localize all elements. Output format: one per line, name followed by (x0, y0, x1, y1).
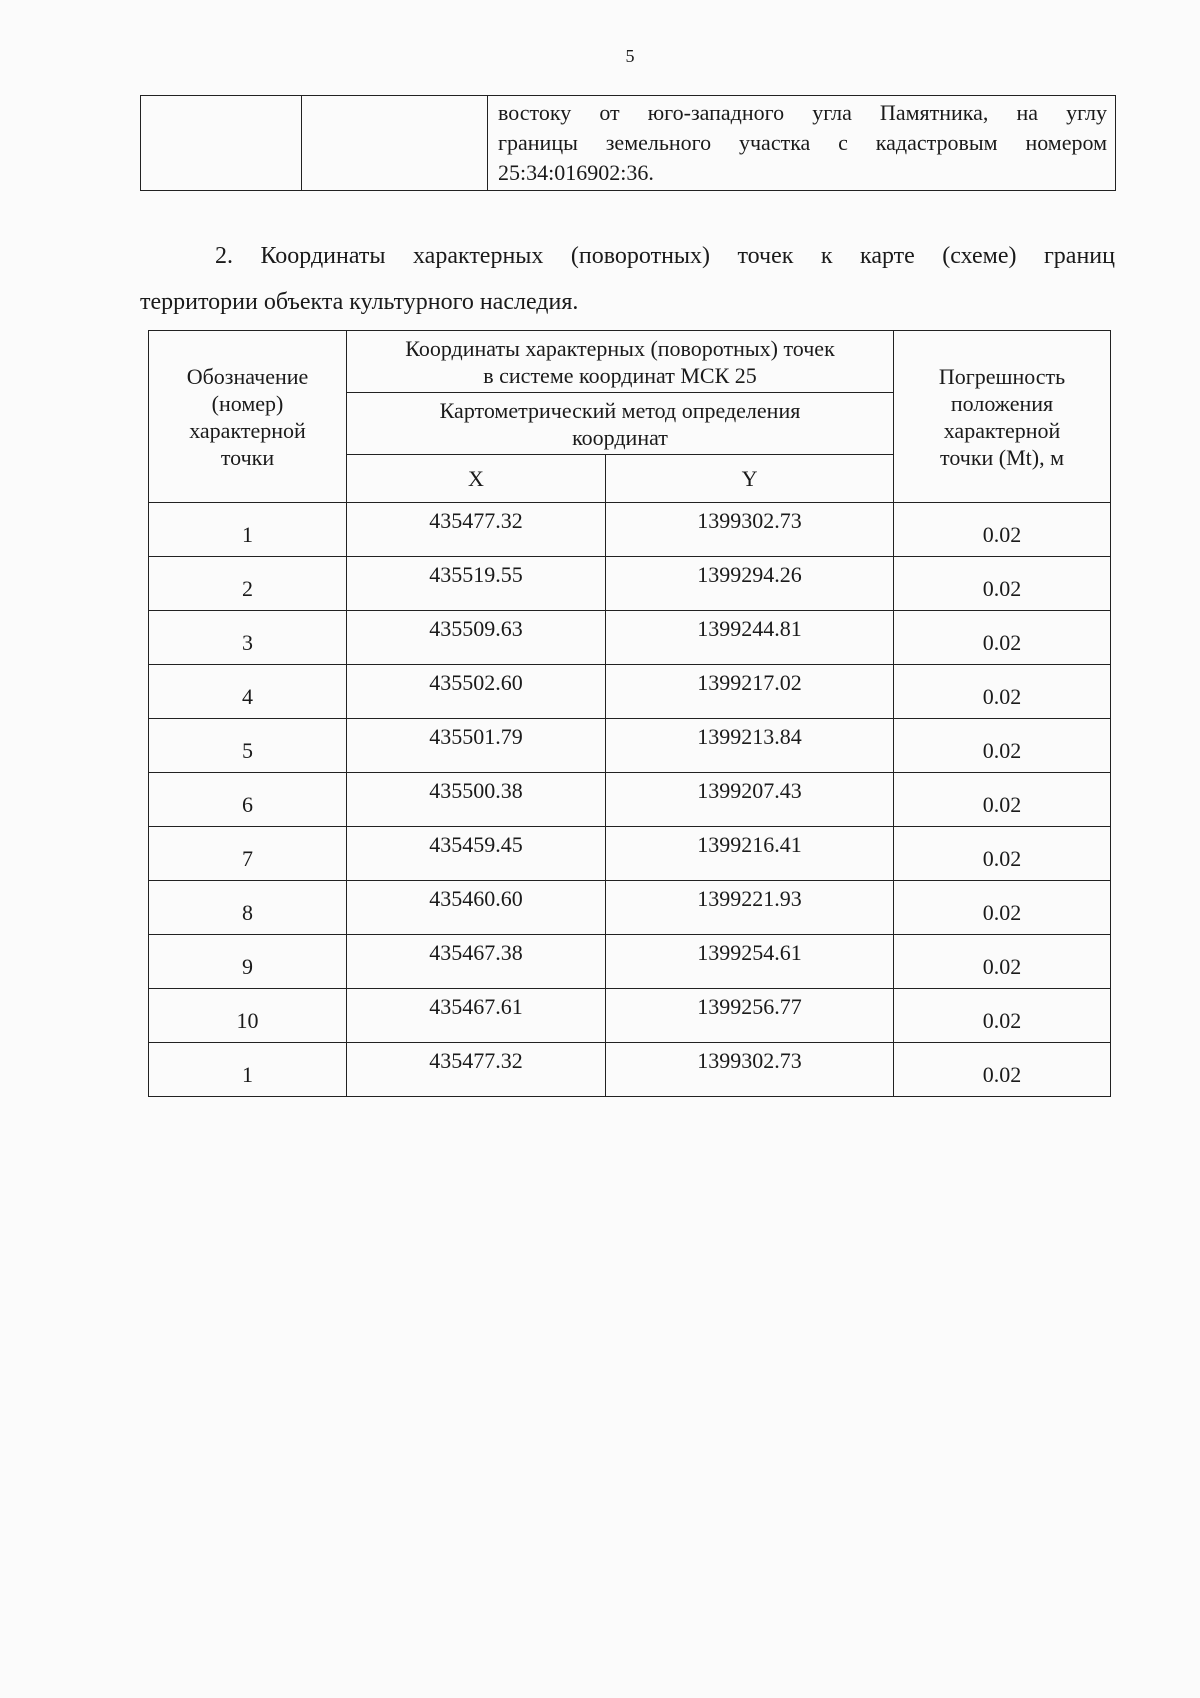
x-coordinate-cell: 435501.79 (347, 719, 606, 773)
point-number-cell: 6 (149, 773, 347, 827)
y-coordinate-cell: 1399213.84 (606, 719, 894, 773)
table-row (149, 773, 1111, 827)
table-row (149, 989, 1111, 1043)
point-number-cell: 5 (149, 719, 347, 773)
x-coordinate-cell: 435509.63 (347, 611, 606, 665)
point-number-cell: 1 (149, 1043, 347, 1097)
y-coordinate-cell: 1399294.26 (606, 557, 894, 611)
table-row (149, 827, 1111, 881)
continuation-line: 25:34:016902:36. (498, 160, 654, 185)
continuation-text-cell (488, 96, 1116, 191)
continuation-line: востоку от юго-западного угла Памятника, на углу (498, 100, 1107, 125)
header-designation-line: (номер) (211, 390, 284, 416)
x-coordinate-cell: 435477.32 (347, 503, 606, 557)
y-coordinate-cell: 1399254.61 (606, 935, 894, 989)
table-row (149, 503, 1111, 557)
header-error-line: Погрешность (938, 363, 1066, 389)
header-coordinates-line: в системе координат МСК 25 (483, 362, 757, 388)
point-number-cell: 2 (149, 557, 347, 611)
point-number-cell: 9 (149, 935, 347, 989)
y-coordinate-cell: 1399216.41 (606, 827, 894, 881)
header-coordinates-line: Координаты характерных (поворотных) точек (405, 335, 835, 361)
table-row (149, 1043, 1111, 1097)
y-coordinate-cell: 1399221.93 (606, 881, 894, 935)
section-heading-line1: 2. Координаты характерных (поворотных) точек к карте (схеме) границ (215, 243, 1115, 269)
continuation-line: границы земельного участка с кадастровым номером (498, 130, 1107, 155)
header-y: Y (606, 455, 894, 503)
error-cell: 0.02 (894, 665, 1111, 719)
header-method-line: Картометрический метод определения (439, 397, 801, 423)
error-cell: 0.02 (894, 557, 1111, 611)
header-designation-line: Обозначение (186, 363, 309, 389)
header-designation-line: точки (220, 444, 275, 470)
header-method-line: координат (572, 424, 668, 450)
table-row (149, 719, 1111, 773)
y-coordinate-cell: 1399244.81 (606, 611, 894, 665)
header-designation (149, 331, 347, 503)
error-cell: 0.02 (894, 773, 1111, 827)
error-cell: 0.02 (894, 935, 1111, 989)
x-coordinate-cell: 435502.60 (347, 665, 606, 719)
point-number-cell: 4 (149, 665, 347, 719)
empty-cell-1 (141, 96, 302, 191)
y-coordinate-cell: 1399302.73 (606, 1043, 894, 1097)
table-row (149, 611, 1111, 665)
header-x: X (347, 455, 606, 503)
x-coordinate-cell: 435460.60 (347, 881, 606, 935)
header-error-line: положения (950, 390, 1054, 416)
error-cell: 0.02 (894, 719, 1111, 773)
table-row (149, 557, 1111, 611)
x-coordinate-cell: 435467.38 (347, 935, 606, 989)
table-row (149, 881, 1111, 935)
header-error-line: точки (Mt), м (940, 444, 1065, 470)
point-number-cell: 1 (149, 503, 347, 557)
point-number-cell: 3 (149, 611, 347, 665)
header-coordinates (347, 331, 894, 393)
x-coordinate-cell: 435477.32 (347, 1043, 606, 1097)
section-heading-line2: территории объекта культурного наследия. (140, 289, 579, 315)
error-cell: 0.02 (894, 611, 1111, 665)
point-number-cell: 7 (149, 827, 347, 881)
header-designation-line: характерной (189, 417, 306, 443)
header-error (894, 331, 1111, 503)
point-number-cell: 10 (149, 989, 347, 1043)
continuation-table (140, 95, 1116, 191)
x-coordinate-cell: 435467.61 (347, 989, 606, 1043)
table-row (149, 935, 1111, 989)
table-row (149, 665, 1111, 719)
x-coordinate-cell: 435500.38 (347, 773, 606, 827)
error-cell: 0.02 (894, 503, 1111, 557)
error-cell: 0.02 (894, 1043, 1111, 1097)
x-coordinate-cell: 435519.55 (347, 557, 606, 611)
y-coordinate-cell: 1399302.73 (606, 503, 894, 557)
coordinates-table (148, 330, 1111, 1097)
header-error-line: характерной (943, 417, 1061, 443)
error-cell: 0.02 (894, 989, 1111, 1043)
error-cell: 0.02 (894, 881, 1111, 935)
y-coordinate-cell: 1399217.02 (606, 665, 894, 719)
y-coordinate-cell: 1399207.43 (606, 773, 894, 827)
header-method (347, 393, 894, 455)
y-coordinate-cell: 1399256.77 (606, 989, 894, 1043)
point-number-cell: 8 (149, 881, 347, 935)
page-number: 5 (625, 46, 635, 66)
error-cell: 0.02 (894, 827, 1111, 881)
empty-cell-2 (302, 96, 488, 191)
x-coordinate-cell: 435459.45 (347, 827, 606, 881)
